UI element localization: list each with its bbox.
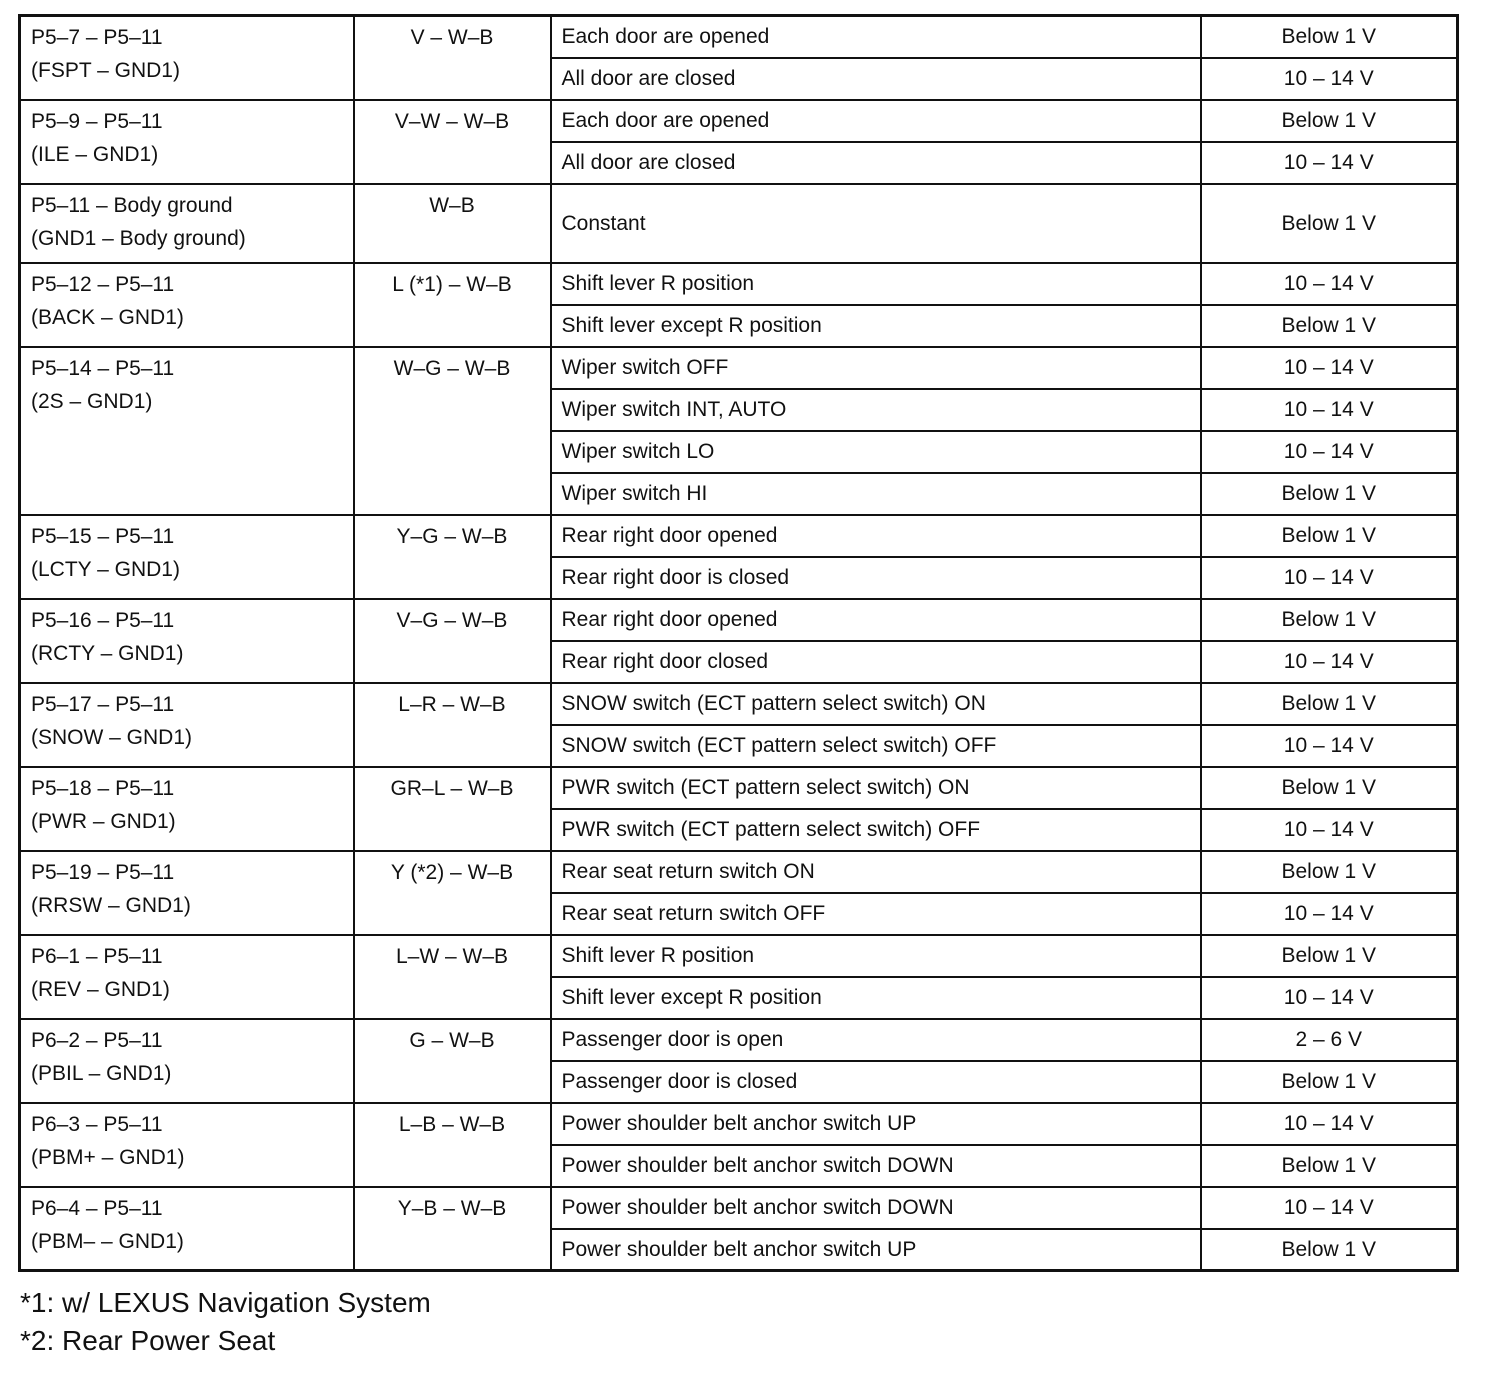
footnote: *2: Rear Power Seat	[20, 1325, 276, 1356]
specified-condition-cell: Below 1 V	[1201, 1229, 1458, 1271]
condition-cell: Shift lever except R position	[551, 305, 1201, 347]
terminal-symbols: (PWR – GND1)	[31, 809, 176, 833]
terminal-cell	[20, 1103, 354, 1187]
table-row	[20, 263, 1458, 305]
specified-condition-cell: 2 – 6 V	[1201, 1019, 1458, 1061]
wiring-color-cell: G – W–B	[354, 1019, 551, 1103]
wiring-color-cell: L (*1) – W–B	[354, 263, 551, 347]
table-row	[20, 599, 1458, 641]
terminal-number: P5–14 – P5–11	[31, 356, 175, 380]
table-row	[20, 1103, 1458, 1145]
specified-condition-cell: Below 1 V	[1201, 767, 1458, 809]
specified-condition-cell: Below 1 V	[1201, 683, 1458, 725]
wiring-color-cell: V–G – W–B	[354, 599, 551, 683]
terminal-number: P6–4 – P5–11	[31, 1196, 163, 1220]
condition-cell: Power shoulder belt anchor switch DOWN	[551, 1187, 1201, 1229]
wiring-color-cell: GR–L – W–B	[354, 767, 551, 851]
specified-condition-cell: Below 1 V	[1201, 851, 1458, 893]
terminal-cell	[20, 1019, 354, 1103]
wiring-color-cell: W–G – W–B	[354, 347, 551, 515]
terminal-number: P6–1 – P5–11	[31, 944, 163, 968]
terminal-symbols: (LCTY – GND1)	[31, 557, 180, 581]
terminal-number: P5–18 – P5–11	[31, 776, 175, 800]
wiring-color-cell: L–R – W–B	[354, 683, 551, 767]
terminal-symbols: (GND1 – Body ground)	[31, 226, 246, 250]
condition-cell: Shift lever except R position	[551, 977, 1201, 1019]
condition-cell: PWR switch (ECT pattern select switch) OFF	[551, 809, 1201, 851]
terminal-number: P5–11 – Body ground	[31, 193, 233, 217]
table-row	[20, 100, 1458, 142]
condition-cell: Rear seat return switch OFF	[551, 893, 1201, 935]
table-row	[20, 851, 1458, 893]
terminal-number: P6–3 – P5–11	[31, 1112, 163, 1136]
specified-condition-cell: 10 – 14 V	[1201, 431, 1458, 473]
terminal-cell	[20, 683, 354, 767]
specified-condition-cell: Below 1 V	[1201, 184, 1458, 263]
terminal-number: P5–17 – P5–11	[31, 692, 175, 716]
terminal-voltage-table	[18, 14, 1459, 1272]
terminal-number: P5–19 – P5–11	[31, 860, 175, 884]
terminal-symbols: (REV – GND1)	[31, 977, 170, 1001]
condition-cell: Power shoulder belt anchor switch DOWN	[551, 1145, 1201, 1187]
condition-cell: PWR switch (ECT pattern select switch) ON	[551, 767, 1201, 809]
specified-condition-cell: 10 – 14 V	[1201, 263, 1458, 305]
specified-condition-cell: 10 – 14 V	[1201, 1103, 1458, 1145]
terminal-symbols: (SNOW – GND1)	[31, 725, 193, 749]
specified-condition-cell: Below 1 V	[1201, 515, 1458, 557]
condition-cell: Rear right door is closed	[551, 557, 1201, 599]
terminal-cell	[20, 184, 354, 263]
specified-condition-cell: Below 1 V	[1201, 473, 1458, 515]
condition-cell: Wiper switch LO	[551, 431, 1201, 473]
wiring-color-cell: V–W – W–B	[354, 100, 551, 184]
condition-cell: Each door are opened	[551, 16, 1201, 58]
condition-cell: Passenger door is closed	[551, 1061, 1201, 1103]
specified-condition-cell: 10 – 14 V	[1201, 557, 1458, 599]
wiring-color-cell: V – W–B	[354, 16, 551, 100]
terminal-symbols: (PBM+ – GND1)	[31, 1145, 185, 1169]
specified-condition-cell: 10 – 14 V	[1201, 389, 1458, 431]
table-row	[20, 683, 1458, 725]
condition-cell: Power shoulder belt anchor switch UP	[551, 1229, 1201, 1271]
specified-condition-cell: Below 1 V	[1201, 1145, 1458, 1187]
condition-cell: Wiper switch HI	[551, 473, 1201, 515]
terminal-symbols: (RRSW – GND1)	[31, 893, 191, 917]
terminal-number: P5–12 – P5–11	[31, 272, 175, 296]
table-row	[20, 515, 1458, 557]
specified-condition-cell: Below 1 V	[1201, 16, 1458, 58]
condition-cell: Rear right door closed	[551, 641, 1201, 683]
table-row	[20, 347, 1458, 389]
terminal-symbols: (BACK – GND1)	[31, 305, 184, 329]
terminal-symbols: (PBIL – GND1)	[31, 1061, 172, 1085]
condition-cell: Shift lever R position	[551, 935, 1201, 977]
terminal-symbols: (ILE – GND1)	[31, 142, 159, 166]
condition-cell: Rear seat return switch ON	[551, 851, 1201, 893]
wiring-color-cell: Y–G – W–B	[354, 515, 551, 599]
specified-condition-cell: Below 1 V	[1201, 305, 1458, 347]
condition-cell: All door are closed	[551, 58, 1201, 100]
specified-condition-cell: 10 – 14 V	[1201, 347, 1458, 389]
condition-cell: Each door are opened	[551, 100, 1201, 142]
condition-cell: Constant	[551, 184, 1201, 263]
table-row	[20, 1187, 1458, 1229]
table-row	[20, 1019, 1458, 1061]
terminal-symbols: (2S – GND1)	[31, 389, 153, 413]
condition-cell: Passenger door is open	[551, 1019, 1201, 1061]
condition-cell: All door are closed	[551, 142, 1201, 184]
wiring-color-cell: W–B	[354, 184, 551, 263]
specified-condition-cell: Below 1 V	[1201, 1061, 1458, 1103]
specified-condition-cell: 10 – 14 V	[1201, 58, 1458, 100]
specified-condition-cell: Below 1 V	[1201, 100, 1458, 142]
wiring-color-cell: L–W – W–B	[354, 935, 551, 1019]
condition-cell: Power shoulder belt anchor switch UP	[551, 1103, 1201, 1145]
specified-condition-cell: 10 – 14 V	[1201, 142, 1458, 184]
specified-condition-cell: 10 – 14 V	[1201, 809, 1458, 851]
footnotes	[20, 1284, 431, 1360]
terminal-cell	[20, 347, 354, 515]
table-body	[20, 16, 1458, 1271]
terminal-number: P5–9 – P5–11	[31, 109, 163, 133]
condition-cell: SNOW switch (ECT pattern select switch) OFF	[551, 725, 1201, 767]
specified-condition-cell: 10 – 14 V	[1201, 1187, 1458, 1229]
terminal-number: P5–15 – P5–11	[31, 524, 175, 548]
specified-condition-cell: 10 – 14 V	[1201, 725, 1458, 767]
footnote: *1: w/ LEXUS Navigation System	[20, 1287, 431, 1318]
condition-cell: Rear right door opened	[551, 599, 1201, 641]
condition-cell: Rear right door opened	[551, 515, 1201, 557]
terminal-cell	[20, 767, 354, 851]
specified-condition-cell: Below 1 V	[1201, 599, 1458, 641]
terminal-cell	[20, 100, 354, 184]
terminal-cell	[20, 16, 354, 100]
terminal-cell	[20, 935, 354, 1019]
wiring-color-cell: Y–B – W–B	[354, 1187, 551, 1271]
terminal-cell	[20, 263, 354, 347]
terminal-cell	[20, 515, 354, 599]
terminal-number: P6–2 – P5–11	[31, 1028, 163, 1052]
specified-condition-cell: 10 – 14 V	[1201, 977, 1458, 1019]
specified-condition-cell: 10 – 14 V	[1201, 641, 1458, 683]
terminal-cell	[20, 599, 354, 683]
table-row	[20, 16, 1458, 58]
table-row	[20, 184, 1458, 263]
condition-cell: Shift lever R position	[551, 263, 1201, 305]
terminal-symbols: (FSPT – GND1)	[31, 59, 180, 82]
terminal-symbols: (RCTY – GND1)	[31, 641, 184, 665]
wiring-color-cell: L–B – W–B	[354, 1103, 551, 1187]
terminal-number: P5–16 – P5–11	[31, 608, 175, 632]
condition-cell: Wiper switch INT, AUTO	[551, 389, 1201, 431]
condition-cell: SNOW switch (ECT pattern select switch) ON	[551, 683, 1201, 725]
terminal-number: P5–7 – P5–11	[31, 26, 163, 49]
specified-condition-cell: Below 1 V	[1201, 935, 1458, 977]
terminal-cell	[20, 851, 354, 935]
terminal-symbols: (PBM– – GND1)	[31, 1229, 184, 1253]
specified-condition-cell: 10 – 14 V	[1201, 893, 1458, 935]
wiring-color-cell: Y (*2) – W–B	[354, 851, 551, 935]
table-row	[20, 935, 1458, 977]
table-row	[20, 767, 1458, 809]
terminal-cell	[20, 1187, 354, 1271]
condition-cell: Wiper switch OFF	[551, 347, 1201, 389]
